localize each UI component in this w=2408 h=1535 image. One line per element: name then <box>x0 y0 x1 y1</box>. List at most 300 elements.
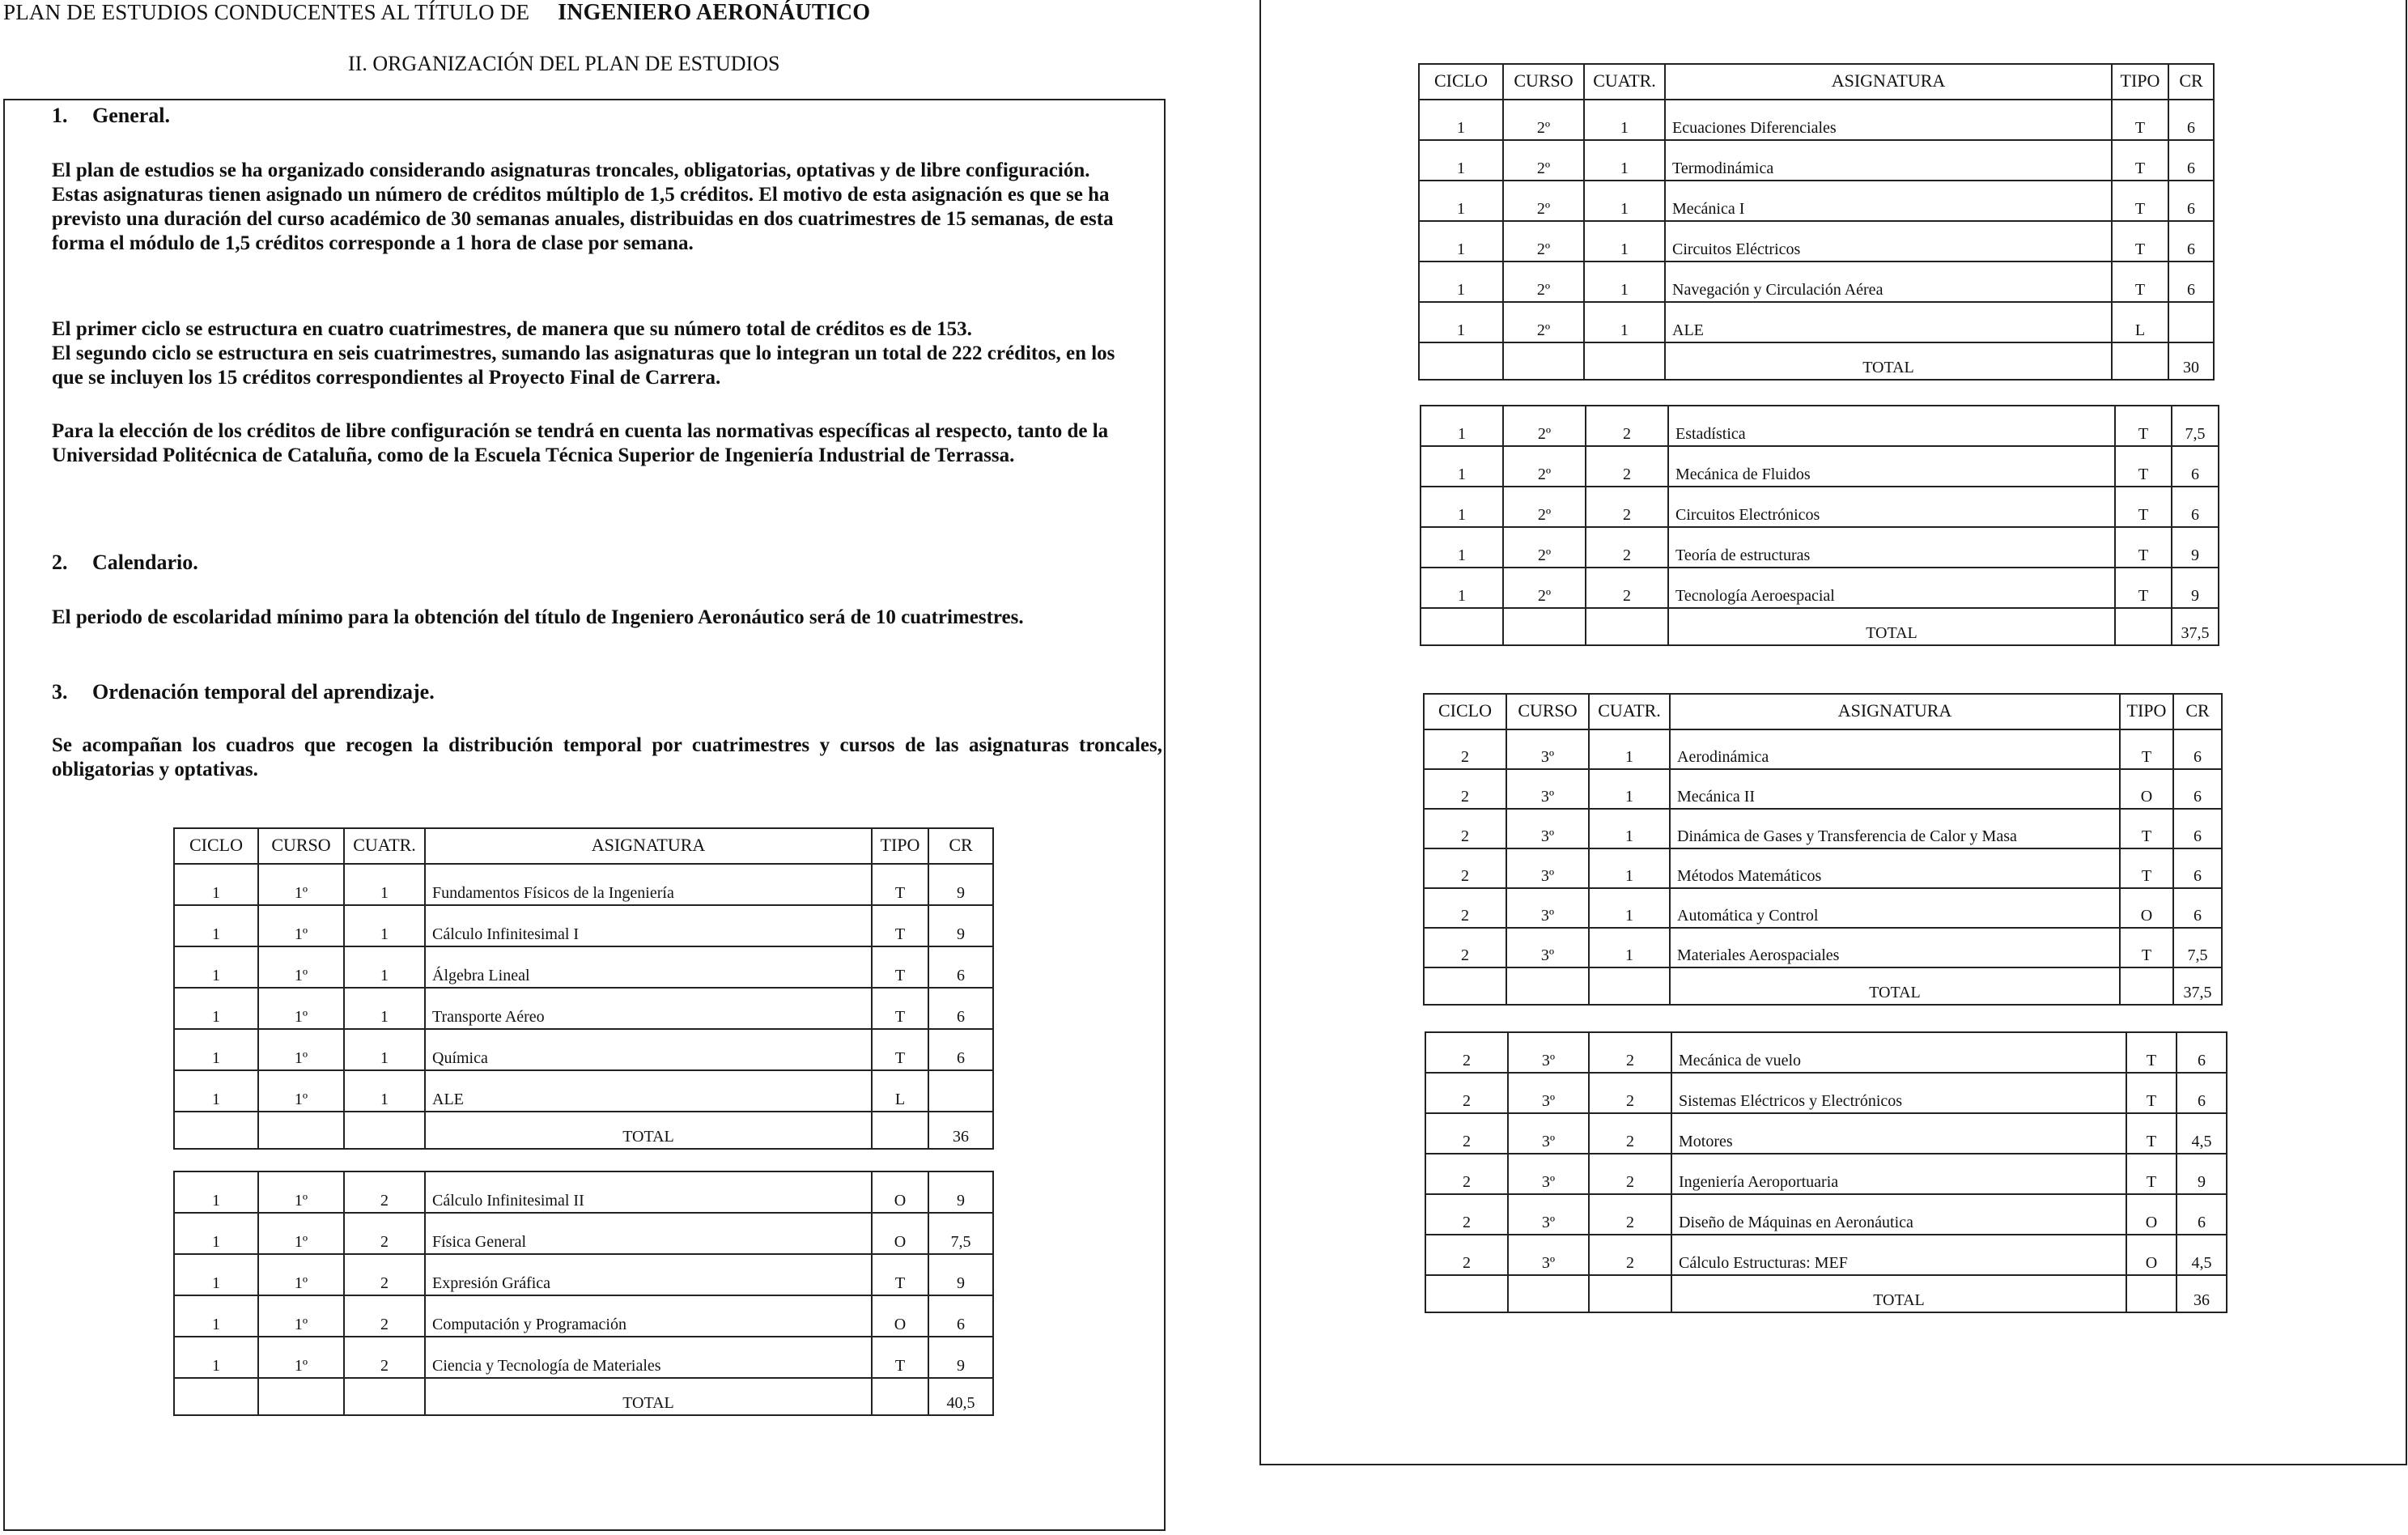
cell-asignatura: Circuitos Eléctricos <box>1665 221 2112 262</box>
cell-cuatr: 2 <box>1586 487 1668 527</box>
cell-curso: 2º <box>1503 221 1584 262</box>
section-number: 3. <box>52 680 68 704</box>
table-row <box>174 1295 993 1337</box>
table-row <box>1419 302 2214 342</box>
cell-cr: 6 <box>928 1295 993 1337</box>
cell-cuatr: 2 <box>344 1254 425 1295</box>
cell-tipo: T <box>872 988 928 1029</box>
table-row <box>1419 221 2214 262</box>
cell-asignatura: Expresión Gráfica <box>425 1254 872 1295</box>
total-value: 36 <box>928 1112 993 1149</box>
cell-cr: 6 <box>2172 446 2219 487</box>
cell-curso: 2º <box>1503 568 1586 608</box>
cell-curso: 3º <box>1506 848 1589 888</box>
cell-asignatura: Mecánica de vuelo <box>1671 1032 2126 1073</box>
cell-asignatura: ALE <box>425 1070 872 1112</box>
table-row <box>1424 888 2222 928</box>
column-header-asignatura: ASIGNATURA <box>1665 64 2112 100</box>
cell-cr: 9 <box>928 905 993 946</box>
cell-curso: 1º <box>258 1295 344 1337</box>
cell-asignatura: Navegación y Circulación Aérea <box>1665 262 2112 302</box>
cell-ciclo: 1 <box>174 946 258 988</box>
cell-tipo: L <box>2112 302 2168 342</box>
cell-ciclo: 1 <box>174 905 258 946</box>
cell-curso: 2º <box>1503 181 1584 221</box>
table-row <box>1425 1073 2227 1113</box>
cell-cr: 9 <box>928 864 993 905</box>
cell-tipo: T <box>2126 1113 2177 1154</box>
cell-cuatr: 1 <box>1589 809 1670 848</box>
section-general-heading <box>52 104 170 128</box>
cell-asignatura: Cálculo Infinitesimal I <box>425 905 872 946</box>
cell-cuatr: 1 <box>344 946 425 988</box>
cell-ciclo: 2 <box>1424 769 1506 809</box>
total-label: TOTAL <box>1668 608 2115 645</box>
column-header-tipo: TIPO <box>2120 694 2173 729</box>
column-header-ciclo: CICLO <box>174 828 258 864</box>
cell-ciclo: 1 <box>1421 446 1503 487</box>
cell-cr: 6 <box>2177 1032 2227 1073</box>
cell-curso: 3º <box>1508 1073 1589 1113</box>
cell-tipo: T <box>872 1029 928 1070</box>
cell-curso: 2º <box>1503 302 1584 342</box>
table-total-row <box>174 1112 993 1149</box>
column-header-cr: CR <box>2168 64 2214 100</box>
cell-cr: 6 <box>928 946 993 988</box>
cell-ciclo: 1 <box>1419 181 1503 221</box>
section-heading-text: Calendario. <box>92 551 198 574</box>
cell-asignatura: ALE <box>1665 302 2112 342</box>
cell-empty <box>2120 967 2173 1005</box>
cell-tipo: T <box>2120 928 2173 967</box>
column-header-curso: CURSO <box>1506 694 1589 729</box>
cell-asignatura: Computación y Programación <box>425 1295 872 1337</box>
cell-ciclo: 1 <box>1419 100 1503 140</box>
cell-tipo: O <box>872 1213 928 1254</box>
table-row <box>1424 809 2222 848</box>
cell-empty <box>1419 342 1503 380</box>
table-row <box>1424 729 2222 769</box>
header-degree: INGENIERO AERONÁUTICO <box>558 0 871 25</box>
table-row <box>174 1254 993 1295</box>
cell-cr: 7,5 <box>928 1213 993 1254</box>
cell-cr: 6 <box>2177 1194 2227 1235</box>
total-label: TOTAL <box>1665 342 2112 380</box>
table-row <box>174 946 993 988</box>
cell-empty <box>1589 1275 1671 1312</box>
cell-cuatr: 1 <box>1584 221 1665 262</box>
cell-curso: 1º <box>258 1070 344 1112</box>
cell-empty <box>2115 608 2172 645</box>
cell-ciclo: 1 <box>174 1337 258 1378</box>
cell-ciclo: 2 <box>1424 848 1506 888</box>
cell-cuatr: 2 <box>1586 527 1668 568</box>
table-row <box>1421 406 2219 446</box>
cell-ciclo: 2 <box>1425 1154 1508 1194</box>
cell-cuatr: 2 <box>1589 1235 1671 1275</box>
cell-tipo: T <box>2120 809 2173 848</box>
cell-curso: 3º <box>1506 928 1589 967</box>
cell-tipo: T <box>2115 527 2172 568</box>
total-value: 37,5 <box>2172 608 2219 645</box>
table-row <box>1424 769 2222 809</box>
cell-cuatr: 1 <box>1584 140 1665 181</box>
general-paragraph-3: Para la elección de los créditos de libre configuración se tendrá en cuenta las normativas específicas al respecto, tanto de la Universidad Politécnica de Cataluña, como de la Escuela Técnica Superior de Ingeniería Industrial de Terrassa. <box>52 420 1109 466</box>
cell-asignatura: Ciencia y Tecnología de Materiales <box>425 1337 872 1378</box>
cell-cr: 6 <box>2177 1073 2227 1113</box>
cell-curso: 3º <box>1506 888 1589 928</box>
table-row <box>1419 262 2214 302</box>
cell-cuatr: 1 <box>344 988 425 1029</box>
cell-curso: 1º <box>258 1029 344 1070</box>
cell-empty <box>1586 608 1668 645</box>
cell-cr: 9 <box>2172 568 2219 608</box>
cell-empty <box>1506 967 1589 1005</box>
cell-cuatr: 1 <box>1584 100 1665 140</box>
cell-asignatura: Métodos Matemáticos <box>1670 848 2120 888</box>
cell-tipo: T <box>2112 262 2168 302</box>
cell-asignatura: Sistemas Eléctricos y Electrónicos <box>1671 1073 2126 1113</box>
cell-tipo: T <box>872 946 928 988</box>
table-row <box>1419 100 2214 140</box>
cell-cuatr: 2 <box>1589 1073 1671 1113</box>
cell-tipo: T <box>872 905 928 946</box>
cell-cr: 6 <box>2173 848 2222 888</box>
cell-cr: 4,5 <box>2177 1235 2227 1275</box>
cell-empty <box>1503 342 1584 380</box>
cell-empty <box>2126 1275 2177 1312</box>
cell-cr: 6 <box>2168 221 2214 262</box>
table-total-row <box>1425 1275 2227 1312</box>
cell-tipo: T <box>2112 181 2168 221</box>
cell-asignatura: Teoría de estructuras <box>1668 527 2115 568</box>
cell-cuatr: 1 <box>1584 181 1665 221</box>
total-value: 40,5 <box>928 1378 993 1415</box>
cell-ciclo: 1 <box>174 1295 258 1337</box>
cell-curso: 3º <box>1508 1032 1589 1073</box>
table-row <box>174 905 993 946</box>
table-row <box>1419 181 2214 221</box>
cell-asignatura: Dinámica de Gases y Transferencia de Calor y Masa <box>1670 809 2120 848</box>
cell-asignatura: Mecánica II <box>1670 769 2120 809</box>
cell-curso: 1º <box>258 1213 344 1254</box>
cell-cuatr: 2 <box>1586 446 1668 487</box>
cell-cuatr: 2 <box>1589 1032 1671 1073</box>
cell-ciclo: 2 <box>1425 1235 1508 1275</box>
total-value: 36 <box>2177 1275 2227 1312</box>
cell-curso: 3º <box>1508 1235 1589 1275</box>
ordenacion-paragraph: Se acompañan los cuadros que recogen la distribución temporal por cuatrimestres y cursos de las asignaturas troncales, obligatorias y optativas. <box>52 734 1162 780</box>
calendario-paragraph: El periodo de escolaridad mínimo para la obtención del título de Ingeniero Aeronáutico será de 10 cuatrimestres. <box>52 606 1024 628</box>
cell-curso: 3º <box>1506 729 1589 769</box>
table-row <box>1421 487 2219 527</box>
cell-asignatura: Transporte Aéreo <box>425 988 872 1029</box>
table-row <box>1425 1194 2227 1235</box>
cell-tipo: T <box>2115 487 2172 527</box>
cell-empty <box>258 1378 344 1415</box>
cell-curso: 2º <box>1503 406 1586 446</box>
section-ordenacion-heading <box>52 680 435 704</box>
cell-cuatr: 2 <box>1586 568 1668 608</box>
cell-curso: 1º <box>258 1254 344 1295</box>
total-value: 30 <box>2168 342 2214 380</box>
course-table <box>173 1171 994 1416</box>
general-paragraph-2a: El primer ciclo se estructura en cuatro cuatrimestres, de manera que su número total de créditos es de 153. <box>52 318 972 340</box>
cell-ciclo: 1 <box>174 1171 258 1213</box>
cell-ciclo: 2 <box>1424 928 1506 967</box>
column-header-asignatura: ASIGNATURA <box>425 828 872 864</box>
table-total-row <box>1421 608 2219 645</box>
column-header-tipo: TIPO <box>2112 64 2168 100</box>
cell-empty <box>1425 1275 1508 1312</box>
column-header-cuatr: CUATR. <box>1589 694 1670 729</box>
cell-asignatura: Aerodinámica <box>1670 729 2120 769</box>
cell-tipo: T <box>2112 140 2168 181</box>
cell-asignatura: Química <box>425 1029 872 1070</box>
cell-curso: 3º <box>1506 769 1589 809</box>
general-paragraph-2b: El segundo ciclo se estructura en seis cuatrimestres, sumando las asignaturas que lo integran un total de 222 créditos, en los que se incluyen los 15 créditos correspondientes al Proyecto Final de Carrera. <box>52 342 1115 389</box>
cell-cuatr: 2 <box>344 1213 425 1254</box>
cell-asignatura: Mecánica I <box>1665 181 2112 221</box>
cell-tipo: O <box>2120 769 2173 809</box>
cell-ciclo: 1 <box>1421 406 1503 446</box>
table-row <box>1421 568 2219 608</box>
course-table <box>1420 405 2219 646</box>
cell-tipo: T <box>2112 100 2168 140</box>
cell-ciclo: 1 <box>174 1070 258 1112</box>
cell-asignatura: Álgebra Lineal <box>425 946 872 988</box>
table-row <box>174 864 993 905</box>
cell-cuatr: 1 <box>344 864 425 905</box>
cell-curso: 3º <box>1508 1113 1589 1154</box>
cell-asignatura: Materiales Aerospaciales <box>1670 928 2120 967</box>
cell-tipo: T <box>2126 1032 2177 1073</box>
table-row <box>1425 1113 2227 1154</box>
course-table <box>1425 1031 2228 1313</box>
cell-curso: 2º <box>1503 487 1586 527</box>
cell-ciclo: 2 <box>1424 809 1506 848</box>
cell-tipo: T <box>872 864 928 905</box>
cell-cr: 9 <box>928 1171 993 1213</box>
cell-cuatr: 1 <box>1589 888 1670 928</box>
total-label: TOTAL <box>1670 967 2120 1005</box>
table-row <box>1421 446 2219 487</box>
cell-tipo: T <box>2120 848 2173 888</box>
cell-cr: 9 <box>2177 1154 2227 1194</box>
cell-curso: 3º <box>1506 809 1589 848</box>
total-label: TOTAL <box>425 1378 872 1415</box>
cell-cr: 7,5 <box>2173 928 2222 967</box>
cell-empty <box>344 1378 425 1415</box>
cell-cr: 7,5 <box>2172 406 2219 446</box>
cell-cuatr: 2 <box>344 1337 425 1378</box>
cell-cr: 6 <box>2173 769 2222 809</box>
total-value: 37,5 <box>2173 967 2222 1005</box>
table-row <box>174 1213 993 1254</box>
column-header-curso: CURSO <box>1503 64 1584 100</box>
cell-curso: 2º <box>1503 100 1584 140</box>
cell-cr: 9 <box>2172 527 2219 568</box>
cell-cuatr: 2 <box>1589 1194 1671 1235</box>
cell-cr: 6 <box>2168 100 2214 140</box>
cell-asignatura: Cálculo Estructuras: MEF <box>1671 1235 2126 1275</box>
cell-asignatura: Mecánica de Fluidos <box>1668 446 2115 487</box>
cell-cr: 6 <box>2168 140 2214 181</box>
table-total-row <box>1419 342 2214 380</box>
cell-curso: 3º <box>1508 1154 1589 1194</box>
cell-cuatr: 2 <box>344 1295 425 1337</box>
section-heading-text: General. <box>92 104 171 127</box>
cell-cuatr: 1 <box>1589 848 1670 888</box>
column-header-cr: CR <box>928 828 993 864</box>
cell-empty <box>258 1112 344 1149</box>
cell-tipo: O <box>872 1171 928 1213</box>
cell-curso: 2º <box>1503 140 1584 181</box>
table-row <box>1425 1235 2227 1275</box>
section-number: 1. <box>52 104 68 127</box>
cell-tipo: T <box>872 1254 928 1295</box>
cell-curso: 1º <box>258 1337 344 1378</box>
cell-tipo: T <box>2112 221 2168 262</box>
cell-empty <box>1421 608 1503 645</box>
cell-cuatr: 1 <box>1589 729 1670 769</box>
table-row <box>1425 1032 2227 1073</box>
cell-ciclo: 1 <box>1419 221 1503 262</box>
cell-curso: 3º <box>1508 1194 1589 1235</box>
header-title-prefix: PLAN DE ESTUDIOS CONDUCENTES AL TÍTULO DE <box>3 0 530 24</box>
cell-ciclo: 2 <box>1424 729 1506 769</box>
cell-cuatr: 1 <box>344 1070 425 1112</box>
cell-empty <box>1503 608 1586 645</box>
cell-cuatr: 1 <box>1584 262 1665 302</box>
table-row <box>1424 928 2222 967</box>
cell-ciclo: 1 <box>174 1029 258 1070</box>
column-header-cuatr: CUATR. <box>1584 64 1665 100</box>
cell-asignatura: Ingeniería Aeroportuaria <box>1671 1154 2126 1194</box>
cell-cr: 4,5 <box>2177 1113 2227 1154</box>
cell-tipo: O <box>2126 1235 2177 1275</box>
table-row <box>1419 140 2214 181</box>
cell-cuatr: 2 <box>344 1171 425 1213</box>
cell-ciclo: 1 <box>1421 527 1503 568</box>
table-row <box>174 1070 993 1112</box>
cell-ciclo: 1 <box>174 1213 258 1254</box>
cell-cr: 6 <box>2172 487 2219 527</box>
cell-asignatura: Ecuaciones Diferenciales <box>1665 100 2112 140</box>
cell-curso: 2º <box>1503 527 1586 568</box>
document-header <box>3 0 870 26</box>
cell-tipo: O <box>2120 888 2173 928</box>
section-number: 2. <box>52 551 68 574</box>
cell-ciclo: 1 <box>174 1254 258 1295</box>
cell-curso: 1º <box>258 864 344 905</box>
cell-ciclo: 2 <box>1425 1032 1508 1073</box>
cell-asignatura: Automática y Control <box>1670 888 2120 928</box>
cell-cr: 9 <box>928 1337 993 1378</box>
cell-cr <box>2168 302 2214 342</box>
table-total-row <box>174 1378 993 1415</box>
cell-cr: 6 <box>928 988 993 1029</box>
cell-curso: 1º <box>258 988 344 1029</box>
cell-empty <box>174 1112 258 1149</box>
cell-ciclo: 1 <box>1419 302 1503 342</box>
cell-ciclo: 2 <box>1424 888 1506 928</box>
cell-empty <box>872 1112 928 1149</box>
column-header-asignatura: ASIGNATURA <box>1670 694 2120 729</box>
cell-tipo: T <box>2126 1073 2177 1113</box>
course-table <box>1418 63 2215 381</box>
cell-cr: 6 <box>928 1029 993 1070</box>
cell-curso: 2º <box>1503 262 1584 302</box>
cell-asignatura: Cálculo Infinitesimal II <box>425 1171 872 1213</box>
cell-empty <box>2112 342 2168 380</box>
section-heading-text: Ordenación temporal del aprendizaje. <box>92 680 435 704</box>
cell-asignatura: Motores <box>1671 1113 2126 1154</box>
cell-cuatr: 1 <box>344 1029 425 1070</box>
column-header-tipo: TIPO <box>872 828 928 864</box>
cell-ciclo: 1 <box>1421 568 1503 608</box>
cell-cuatr: 1 <box>1589 928 1670 967</box>
table-row <box>174 1171 993 1213</box>
cell-asignatura: Termodinámica <box>1665 140 2112 181</box>
cell-ciclo: 1 <box>1421 487 1503 527</box>
course-table <box>173 827 994 1150</box>
course-table <box>1423 693 2223 1006</box>
cell-cr: 6 <box>2168 181 2214 221</box>
cell-ciclo: 2 <box>1425 1194 1508 1235</box>
cell-cuatr: 1 <box>344 905 425 946</box>
cell-ciclo: 2 <box>1425 1113 1508 1154</box>
table-row <box>1425 1154 2227 1194</box>
cell-tipo: T <box>2120 729 2173 769</box>
cell-ciclo: 2 <box>1425 1073 1508 1113</box>
cell-curso: 1º <box>258 946 344 988</box>
table-row <box>1424 848 2222 888</box>
cell-tipo: T <box>872 1337 928 1378</box>
cell-tipo: T <box>2115 406 2172 446</box>
cell-cuatr: 1 <box>1589 769 1670 809</box>
cell-empty <box>174 1378 258 1415</box>
cell-empty <box>1508 1275 1589 1312</box>
total-label: TOTAL <box>1671 1275 2126 1312</box>
cell-tipo: O <box>872 1295 928 1337</box>
table-total-row <box>1424 967 2222 1005</box>
table-header-row <box>174 828 993 864</box>
cell-cr: 6 <box>2173 888 2222 928</box>
column-header-curso: CURSO <box>258 828 344 864</box>
cell-empty <box>1584 342 1665 380</box>
cell-tipo: L <box>872 1070 928 1112</box>
cell-empty <box>344 1112 425 1149</box>
total-label: TOTAL <box>425 1112 872 1149</box>
table-row <box>174 988 993 1029</box>
cell-ciclo: 1 <box>174 988 258 1029</box>
table-row <box>174 1337 993 1378</box>
cell-ciclo: 1 <box>174 864 258 905</box>
cell-cuatr: 2 <box>1589 1113 1671 1154</box>
cell-asignatura: Fundamentos Físicos de la Ingeniería <box>425 864 872 905</box>
cell-cr <box>928 1070 993 1112</box>
cell-tipo: T <box>2115 446 2172 487</box>
cell-empty <box>1424 967 1506 1005</box>
cell-ciclo: 1 <box>1419 262 1503 302</box>
cell-empty <box>1589 967 1670 1005</box>
general-paragraph-1: El plan de estudios se ha organizado considerando asignaturas troncales, obligatorias, optativas y de libre configuración. Estas asignaturas tienen asignado un número de créditos múltiplo de 1,5 créditos. El motivo de esta asignación es que se ha previsto una duración del curso académico de 30 semanas anuales, distribuidas en dos cuatrimestres de 15 semanas, de esta forma el módulo de 1,5 créditos corresponde a 1 hora de clase por semana. <box>52 159 1114 254</box>
table-row <box>1421 527 2219 568</box>
cell-asignatura: Tecnología Aeroespacial <box>1668 568 2115 608</box>
cell-curso: 1º <box>258 905 344 946</box>
section-title: II. ORGANIZACIÓN DEL PLAN DE ESTUDIOS <box>348 52 780 75</box>
